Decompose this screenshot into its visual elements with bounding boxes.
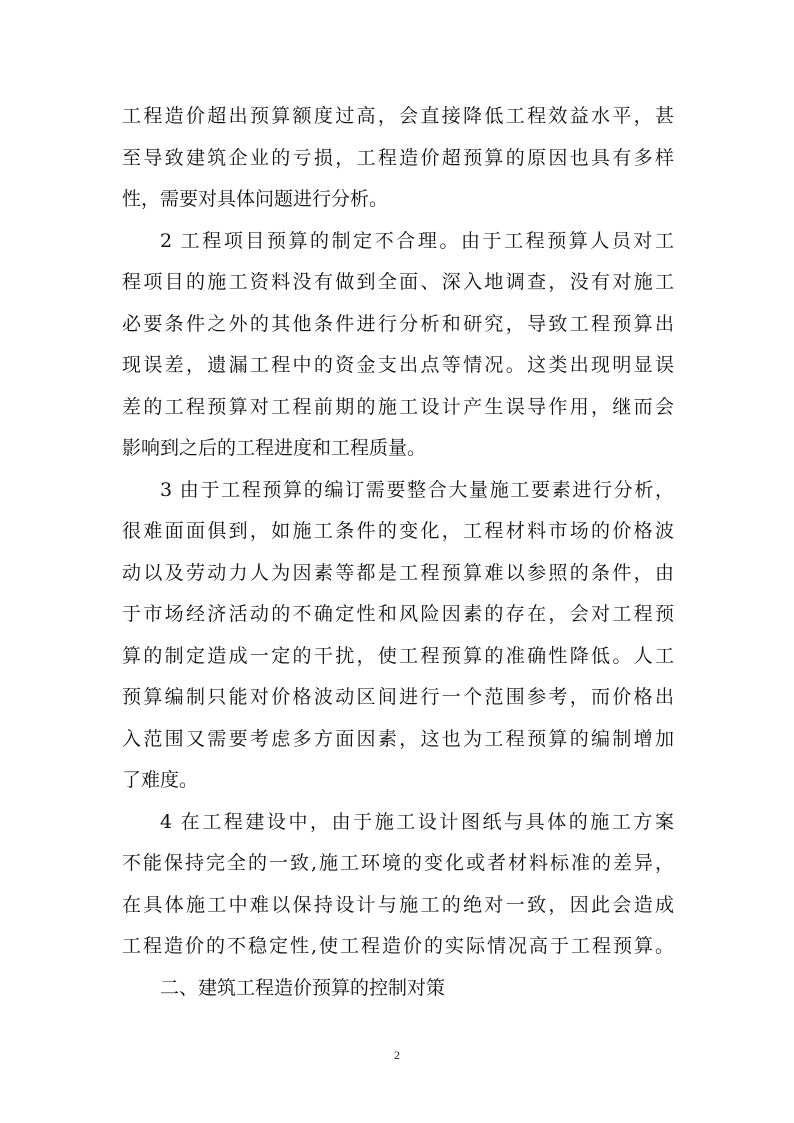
paragraph-2-line-2: 程项目的施工资料没有做到全面、深入地调查，没有对施工 bbox=[122, 271, 674, 293]
paragraph-1-line-3: 性，需要对具体问题进行分析。 bbox=[122, 188, 389, 210]
paragraph-2-line-4: 现误差，遗漏工程中的资金支出点等情况。这类出现明显误 bbox=[122, 354, 674, 376]
document-body bbox=[122, 96, 674, 1009]
paragraph-4-line-1: 4 在工程建设中，由于施工设计图纸与具体的施工方案 bbox=[160, 810, 674, 833]
paragraph-4-line-3: 在具体施工中难以保持设计与施工的绝对一致，因此会造成 bbox=[122, 893, 674, 916]
paragraph-3-line-4: 于市场经济活动的不确定性和风险因素的存在，会对工程预 bbox=[122, 603, 674, 625]
paragraph-3-line-2: 很难面面俱到，如施工条件的变化，工程材料市场的价格波 bbox=[122, 520, 674, 542]
paragraph-2-line-1: 2 工程项目预算的制定不合理。由于工程预算人员对工 bbox=[160, 229, 674, 252]
paragraph-3-line-5: 算的制定造成一定的干扰，使工程预算的准确性降低。人工 bbox=[122, 644, 674, 667]
paragraph-2-line-3: 必要条件之外的其他条件进行分析和研究，导致工程预算出 bbox=[122, 312, 674, 335]
paragraph-3-line-6: 预算编制只能对价格波动区间进行一个范围参考，而价格出 bbox=[122, 686, 674, 708]
paragraph-3-line-1: 3 由于工程预算的编订需要整合大量施工要素进行分析， bbox=[160, 478, 674, 501]
section-heading: 二、建筑工程造价预算的控制对策 bbox=[160, 976, 446, 999]
paragraph-1-line-2: 至导致建筑企业的亏损，工程造价超预算的原因也具有多样 bbox=[122, 146, 674, 169]
paragraph-3-line-3: 动以及劳动力人为因素等都是工程预算难以参照的条件，由 bbox=[122, 561, 674, 584]
paragraph-4-line-2: 不能保持完全的一致,施工环境的变化或者材料标准的差异， bbox=[122, 852, 674, 874]
paragraph-1-line-1: 工程造价超出预算额度过高，会直接降低工程效益水平，甚 bbox=[122, 105, 674, 127]
paragraph-2-line-5: 差的工程预算对工程前期的施工设计产生误导作用，继而会 bbox=[122, 395, 674, 418]
paragraph-4-line-4: 工程造价的不稳定性,使工程造价的实际情况高于工程预算。 bbox=[122, 935, 674, 957]
paragraph-3-line-8: 了难度。 bbox=[122, 769, 199, 791]
paragraph-3-line-7: 入范围又需要考虑多方面因素，这也为工程预算的编制增加 bbox=[122, 727, 674, 750]
paragraph-2-line-6: 影响到之后的工程进度和工程质量。 bbox=[122, 437, 427, 459]
page-number: 2 bbox=[394, 1048, 400, 1062]
